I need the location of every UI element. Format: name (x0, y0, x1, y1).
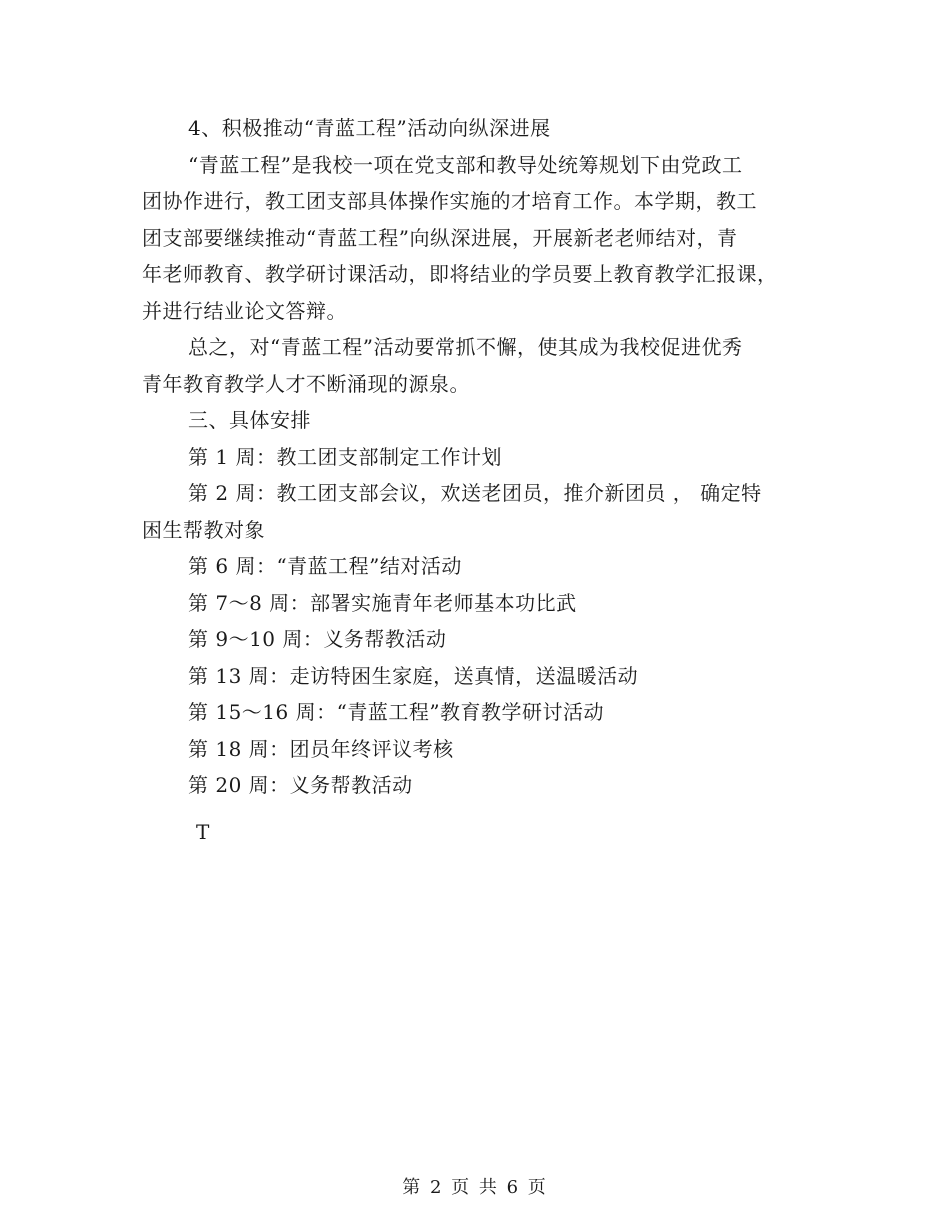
paragraph-qinglan-intro (142, 147, 810, 330)
paragraph-heading-4 (142, 110, 810, 147)
schedule-item (142, 585, 810, 622)
text-line: 第 15～16 周：“青蓝工程”教育教学研讨活动 (188, 700, 605, 724)
page-footer: 第 2 页 共 6 页 (402, 1177, 548, 1198)
text-line: 第 9～10 周：义务帮教活动 (188, 627, 447, 651)
text-line: 青年教育教学人才不断涌现的源泉。 (142, 371, 470, 396)
text-line: 团支部要继续推动“青蓝工程”向纵深进展，开展新老老师结对，青 (142, 225, 738, 250)
text-line: 并进行结业论文答辩。 (142, 298, 347, 323)
schedule-item (142, 439, 810, 476)
schedule-item (142, 548, 810, 585)
text-line: 第 2 周：教工团支部会议，欢送老团员，推介新团员 ， 确定特 (188, 481, 762, 505)
schedule-item (142, 767, 810, 804)
text-line: “青蓝工程”是我校一项在党支部和教导处统筹规划下由党政工 (188, 152, 743, 177)
schedule-item (142, 731, 810, 768)
schedule-item (142, 475, 810, 548)
paragraph-summary (142, 329, 810, 402)
text-line: 年老师教育、教学研讨课活动，即将结业的学员要上教育教学汇报课， (142, 262, 778, 286)
text-line: 团协作进行，教工团支部具体操作实施的才培育工作。本学期，教工 (142, 189, 757, 213)
text-line: 4、积极推动“青蓝工程”活动向纵深进展 (188, 116, 551, 140)
schedule-item (142, 694, 810, 731)
text-line: 第 1 周：教工团支部制定工作计划 (188, 444, 502, 469)
text-line: 第 18 周：团员年终评议考核 (188, 736, 454, 761)
section-heading-schedule (142, 402, 810, 439)
document-body (142, 110, 810, 804)
schedule-item (142, 658, 810, 695)
text-line: 第 13 周：走访特困生家庭，送真情，送温暖活动 (188, 663, 639, 688)
text-line: 三、具体安排 (188, 408, 311, 432)
text-line: 第 6 周：“青蓝工程”结对活动 (188, 554, 462, 578)
schedule-item (142, 621, 810, 658)
text-line: 第 7～8 周：部署实施青年老师基本功比武 (188, 590, 577, 615)
stray-character: T (196, 820, 210, 844)
text-line: 第 20 周：义务帮教活动 (188, 773, 413, 797)
text-line: 总之，对“青蓝工程”活动要常抓不懈，使其成为我校促进优秀 (188, 335, 743, 359)
text-line: 困生帮教对象 (142, 517, 265, 542)
